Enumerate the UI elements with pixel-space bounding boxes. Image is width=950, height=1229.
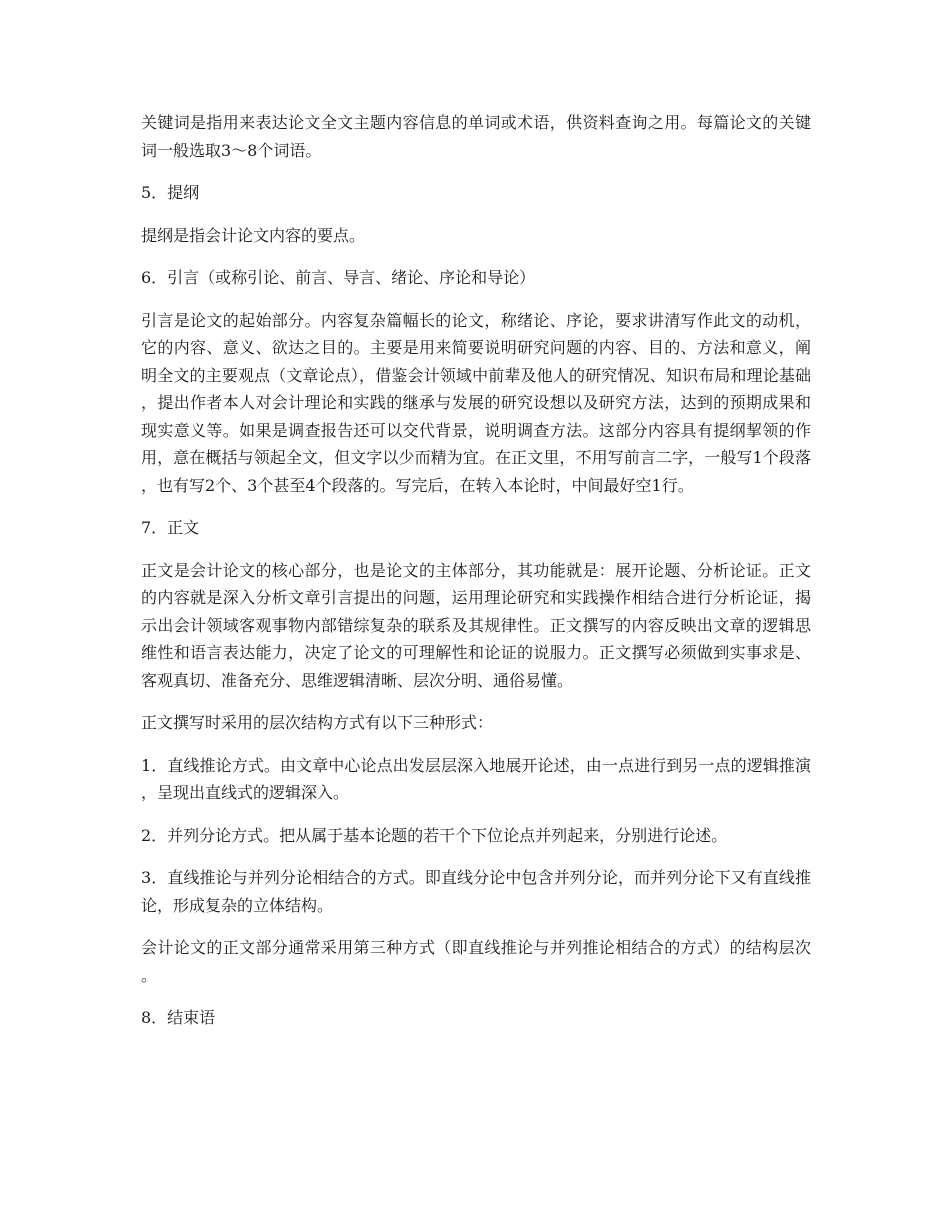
document-body <box>141 109 811 1047</box>
structure-intro-paragraph: 正文撰写时采用的层次结构方式有以下三种形式： <box>141 713 494 732</box>
outline-paragraph: 提纲是指会计论文内容的要点。 <box>141 225 366 245</box>
structure-item-1: 1．直线推论方式。由文章中心论点出发层层深入地展开论述，由一点进行到另一点的逻辑推演，呈现出直线式的逻辑深入。 <box>141 755 811 802</box>
section-5-outline-heading: 5．提纲 <box>141 183 200 202</box>
body-paragraph: 正文是会计论文的核心部分，也是论文的主体部分，其功能就是：展开论题、分析论证。正文的内容就是深入分析文章引言提出的问题，运用理论研究和实践操作相结合进行分析论证，揭示出会计领域客观事物内部错综复杂的联系及其规律性。正文撰写的内容反映出文章的逻辑思维性和语言表达能力，决定了论文的可理解性和论证的说服力。正文撰写必须做到实事求是、客观真切、准备充分、思维逻辑清晰、层次分明、通俗易懂。 <box>141 560 811 690</box>
structure-item-3: 3．直线推论与并列分论相结合的方式。即直线分论中包含并列分论，而并列分论下又有直线推论，形成复杂的立体结构。 <box>141 868 811 915</box>
section-8-conclusion-heading: 8．结束语 <box>141 1008 216 1027</box>
keywords-paragraph: 关键词是指用来表达论文全文主题内容信息的单词或术语，供资料查询之用。每篇论文的关键词一般选取3～8个词语。 <box>141 113 811 160</box>
structure-conclusion-paragraph: 会计论文的正文部分通常采用第三种方式（即直线推论与并列推论相结合的方式）的结构层次。 <box>141 938 811 985</box>
section-7-body-heading: 7．正文 <box>141 518 200 537</box>
structure-item-2: 2．并列分论方式。把从属于基本论题的若干个下位论点并列起来，分别进行论述。 <box>141 825 728 845</box>
section-6-introduction-heading: 6．引言（或称引论、前言、导言、绪论、序论和导论） <box>141 268 536 287</box>
introduction-paragraph: 引言是论文的起始部分。内容复杂篇幅长的论文，称绪论、序论，要求讲清写作此文的动机，它的内容、意义、欲达之目的。主要是用来简要说明研究问题的内容、目的、方法和意义，阐明全文的主要观点（文章论点），借鉴会计领域中前辈及他人的研究情况、知识布局和理论基础，提出作者本人对会计理论和实践的继承与发展的研究设想以及研究方法，达到的预期成果和现实意义等。如果是调查报告还可以交代背景，说明调查方法。这部分内容具有提纲挈领的作用，意在概括与领起全文，但文字以少而精为宜。在正文里，不用写前言二字，一般写1个段落，也有写2个、3个甚至4个段落的。写完后，在转入本论时，中间最好空1行。 <box>141 310 811 495</box>
